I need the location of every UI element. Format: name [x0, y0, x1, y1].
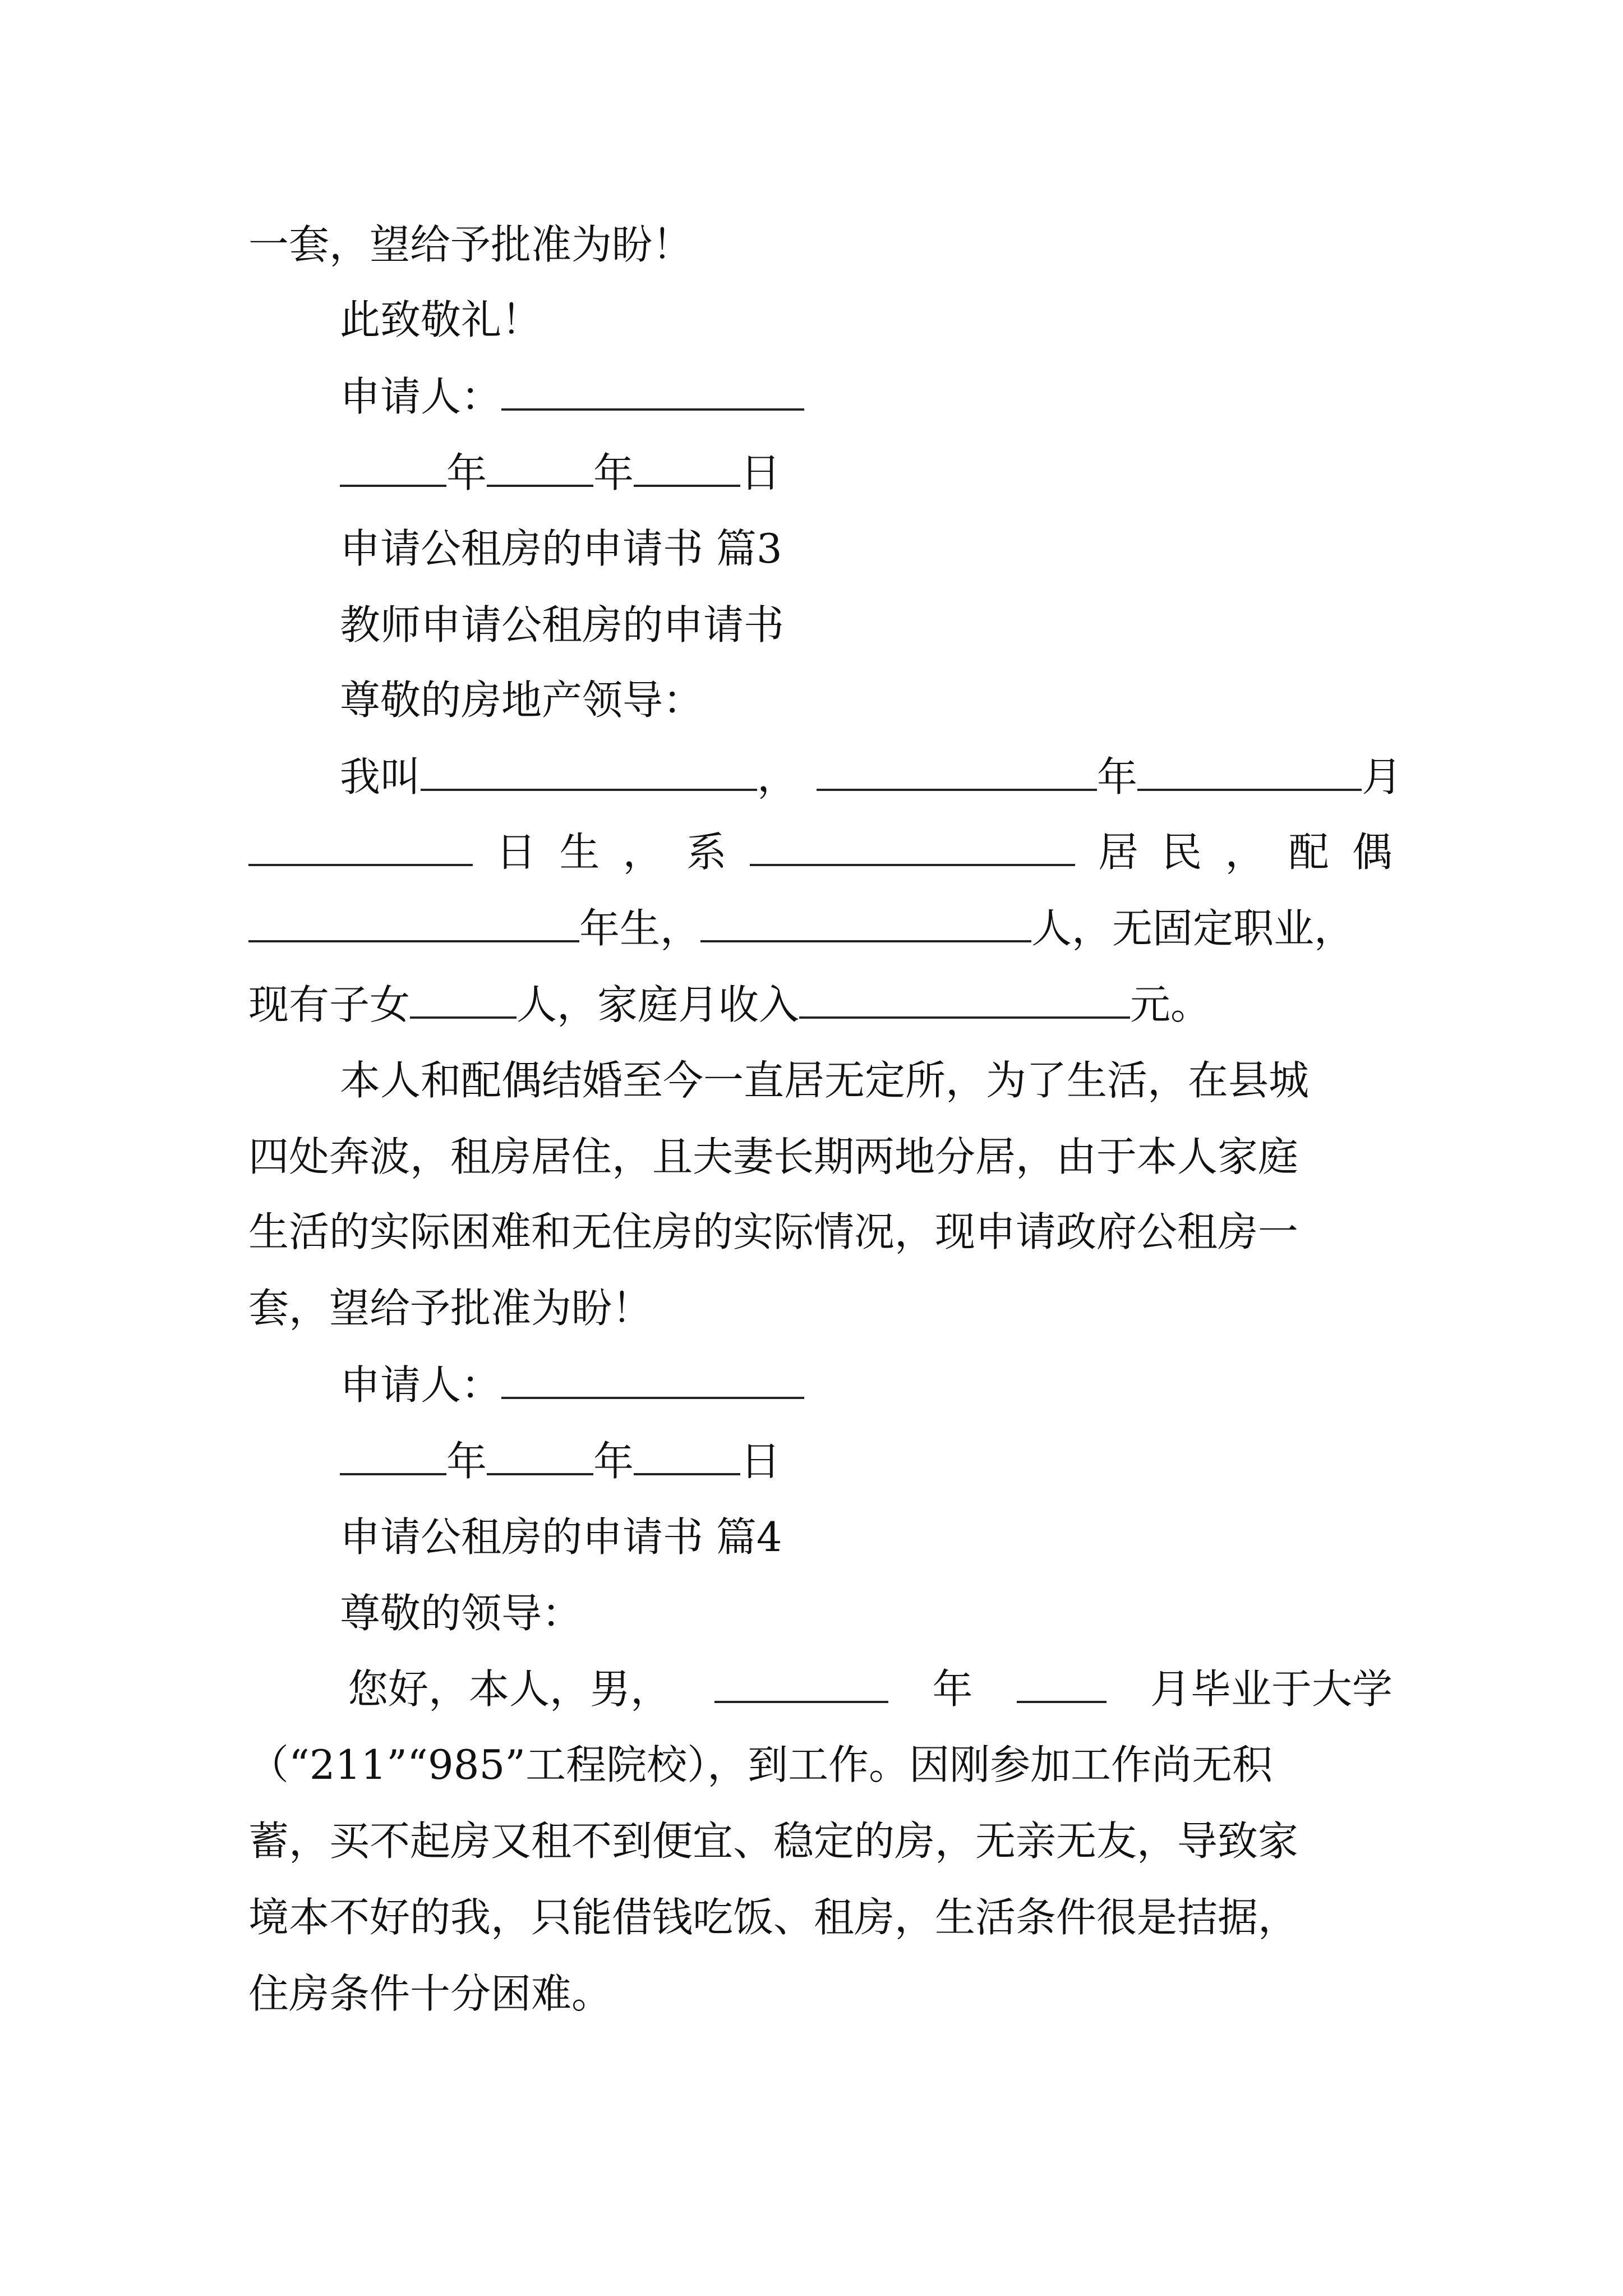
date-blank	[634, 1434, 740, 1475]
residence-blank	[750, 825, 1075, 866]
date-blank	[340, 1434, 446, 1475]
form-text: 人，无固定职业，	[1031, 905, 1355, 952]
applicant-blank	[501, 1358, 804, 1399]
form-text: ，	[623, 829, 663, 876]
date-unit: 日	[740, 449, 781, 496]
form-text: ，	[757, 753, 798, 800]
section-heading: 申请公租房的申请书 篇4	[340, 1513, 782, 1561]
form-text: 年	[932, 1665, 973, 1713]
form-line	[248, 977, 1393, 1031]
paragraph-line: 生活的实际困难和无住房的实际情况，现申请政府公租房一	[248, 1208, 1299, 1255]
letter-salutation: 尊敬的房地产领导：	[340, 677, 704, 724]
form-text: 我叫	[340, 753, 421, 800]
form-line	[348, 1662, 1393, 1715]
paragraph-line: 本人和配偶结婚至今一直居无定所，为了生活，在县城	[340, 1057, 1310, 1104]
date-line	[340, 1434, 1393, 1488]
applicant-label: 申请人：	[340, 373, 502, 420]
form-text: 元。	[1130, 981, 1211, 1028]
applicant-label: 申请人：	[340, 1361, 502, 1409]
paragraph-line: 套，望给予批准为盼！	[248, 1285, 653, 1332]
form-text: 民	[1161, 829, 1202, 876]
form-text: 配	[1288, 829, 1329, 876]
day-blank	[248, 825, 473, 866]
form-text: 偶	[1352, 829, 1393, 876]
form-text: 系	[686, 829, 727, 876]
date-unit: 年	[446, 1438, 487, 1485]
applicant-blank	[501, 369, 804, 411]
form-text: 居	[1098, 829, 1139, 876]
paragraph-line: 四处奔波，租房居住，且夫妻长期两地分居，由于本人家庭	[248, 1133, 1299, 1180]
form-text: 现有子女	[248, 981, 411, 1028]
form-text: 生	[559, 829, 600, 876]
form-text: 月毕业于大学	[1150, 1665, 1393, 1713]
paragraph-line: 蓄，买不起房又租不到便宜、稳定的房，无亲无友，导致家	[248, 1818, 1299, 1865]
date-blank	[340, 445, 446, 487]
date-unit: 年	[593, 1438, 634, 1485]
income-blank	[799, 977, 1130, 1019]
spouse-origin-blank	[700, 901, 1031, 942]
applicant-signature-line	[340, 369, 1393, 423]
section-heading: 申请公租房的申请书 篇3	[340, 525, 782, 572]
paragraph-line: （“211”“985”工程院校），到工作。因刚参加工作尚无积	[248, 1741, 1273, 1788]
letter-title: 教师申请公租房的申请书	[340, 601, 785, 648]
form-text: 月	[1362, 753, 1403, 800]
applicant-signature-line	[340, 1358, 1393, 1411]
paragraph-line: 境本不好的我，只能借钱吃饭、租房，生活条件很是拮据，	[248, 1894, 1299, 1941]
grad-year-blank	[714, 1662, 888, 1703]
form-text: 年生，	[579, 905, 701, 952]
date-unit: 日	[740, 1438, 781, 1485]
form-text: 您好，本人，男，	[348, 1665, 671, 1713]
month-blank	[1137, 749, 1362, 791]
date-blank	[487, 1434, 593, 1475]
form-line	[248, 901, 1393, 955]
form-text: ，	[1225, 829, 1266, 876]
form-line	[340, 749, 1403, 803]
spouse-year-blank	[248, 901, 579, 942]
form-line	[248, 825, 1393, 878]
name-blank	[421, 749, 757, 791]
form-text: 人，家庭月收入	[517, 981, 800, 1028]
form-text: 日	[496, 829, 537, 876]
form-text: 年	[1097, 753, 1138, 800]
date-unit: 年	[446, 449, 487, 496]
paragraph-line: 住房条件十分困难。	[248, 1970, 612, 2017]
date-blank	[487, 445, 593, 487]
date-blank	[634, 445, 740, 487]
closing-salutation: 此致敬礼！	[340, 296, 542, 343]
year-blank	[817, 749, 1097, 791]
date-unit: 年	[593, 449, 634, 496]
paragraph-line: 一套，望给予批准为盼！	[248, 221, 693, 268]
date-line	[340, 445, 1393, 499]
letter-salutation: 尊敬的领导：	[340, 1590, 583, 1637]
children-blank	[410, 977, 517, 1019]
grad-month-blank	[1017, 1662, 1106, 1703]
